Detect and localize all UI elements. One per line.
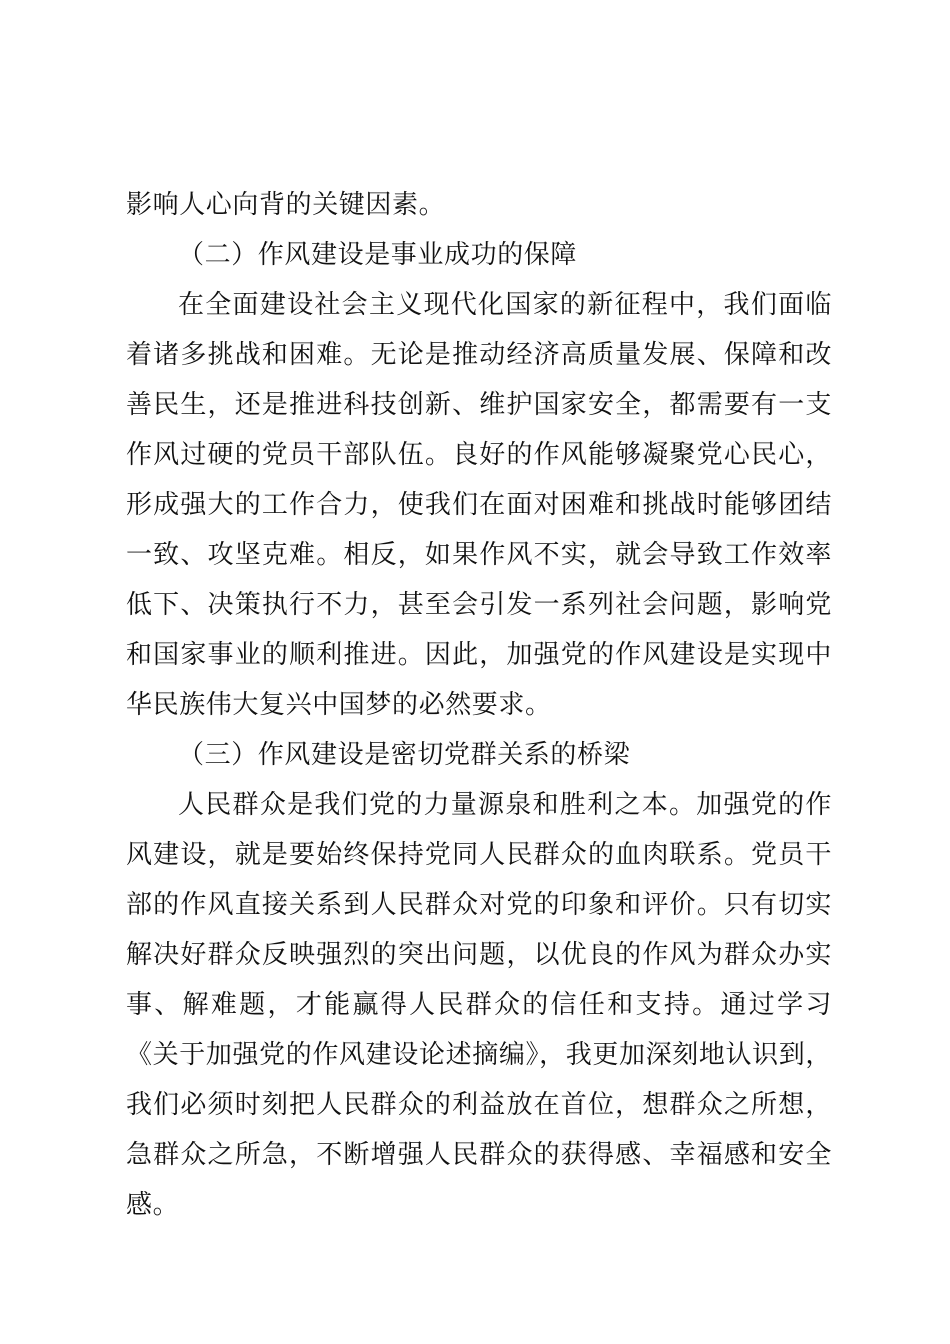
section-heading-2: （二）作风建设是事业成功的保障 [178,240,578,270]
document-body [126,180,832,1230]
continuation-paragraph: 影响人心向背的关键因素。 [126,190,446,220]
section-paragraph-3: 人民群众是我们党的力量源泉和胜利之本。加强党的作风建设，就是要始终保持党同人民群众的血肉联系。党员干部的作风直接关系到人民群众对党的印象和评价。只有切实解决好群众反映强烈的突出问题，以优良的作风为群众办实事、解难题，才能赢得人民群众的信任和支持。通过学习《关于加强党的作风建设论述摘编》，我更加深刻地认识到，我们必须时刻把人民群众的利益放在首位，想群众之所想，急群众之所急，不断增强人民群众的获得感、幸福感和安全感。 [126,790,832,1220]
section-heading-3: （三）作风建设是密切党群关系的桥梁 [178,740,631,770]
section-paragraph-2: 在全面建设社会主义现代化国家的新征程中，我们面临着诸多挑战和困难。无论是推动经济高质量发展、保障和改善民生，还是推进科技创新、维护国家安全，都需要有一支作风过硬的党员干部队伍。良好的作风能够凝聚党心民心，形成强大的工作合力，使我们在面对困难和挑战时能够团结一致、攻坚克难。相反，如果作风不实，就会导致工作效率低下、决策执行不力，甚至会引发一系列社会问题，影响党和国家事业的顺利推进。因此，加强党的作风建设是实现中华民族伟大复兴中国梦的必然要求。 [126,290,832,720]
